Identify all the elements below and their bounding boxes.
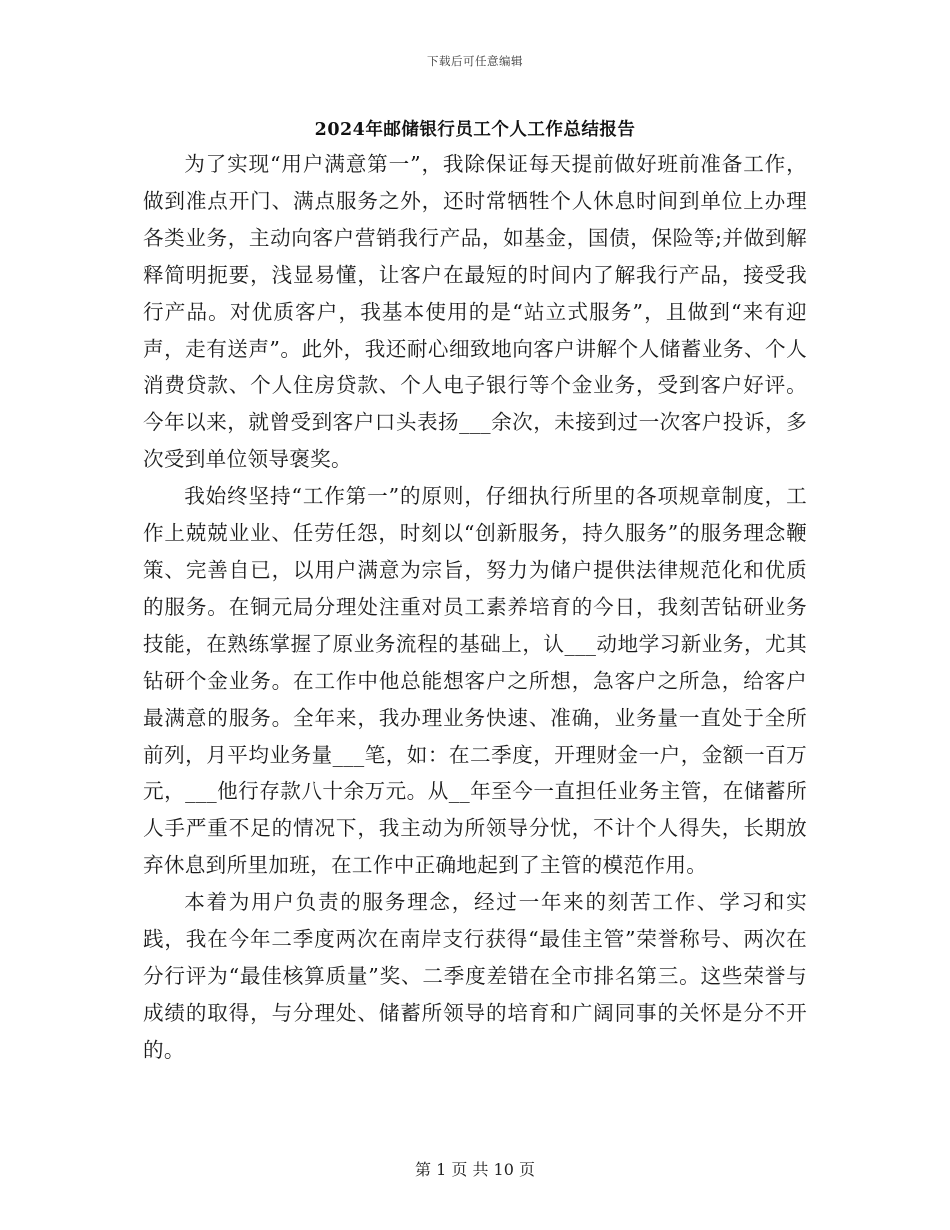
document-body xyxy=(143,146,807,1069)
document-title: 2024年邮储银行员工个人工作总结报告 xyxy=(314,120,636,140)
paragraph: 为了实现“用户满意第一”，我除保证每天提前做好班前准备工作，做到准点开门、满点服务之外，还时常牺牲个人休息时间到单位上办理各类业务，主动向客户营销我行产品，如基金，国债，保险等;并做到解释简明扼要，浅显易懂，让客户在最短的时间内了解我行产品，接受我行产品。对优质客户，我基本使用的是“站立式服务”，且做到“来有迎声，走有送声”。此外，我还耐心细致地向客户讲解个人储蓄业务、个人消费贷款、个人住房贷款、个人电子银行等个金业务，受到客户好评。今年以来，就曾受到客户口头表扬___余次，未接到过一次客户投诉，多次受到单位领导褒奖。 xyxy=(143,152,807,472)
page-number-footer: 第 1 页 共 10 页 xyxy=(415,1160,535,1179)
header-note: 下载后可任意编辑 xyxy=(427,54,523,68)
paragraph: 我始终坚持“工作第一”的原则，仔细执行所里的各项规章制度，工作上兢兢业业、任劳任怨，时刻以“创新服务，持久服务”的服务理念鞭策、完善自已，以用户满意为宗旨，努力为储户提供法律规范化和优质的服务。在铜元局分理处注重对员工素养培育的今日，我刻苦钻研业务技能，在熟练掌握了原业务流程的基础上，认___动地学习新业务，尤其钻研个金业务。在工作中他总能想客户之所想，急客户之所急，给客户最满意的服务。全年来，我办理业务快速、准确，业务量一直处于全所前列，月平均业务量___笔，如：在二季度，开理财金一户，金额一百万元，___他行存款八十余万元。从__年至今一直担任业务主管，在储蓄所人手严重不足的情况下，我主动为所领导分忧，不计个人得失，长期放弃休息到所里加班，在工作中正确地起到了主管的模范作用。 xyxy=(143,484,807,878)
paragraph: 本着为用户负责的服务理念，经过一年来的刻苦工作、学习和实践，我在今年二季度两次在南岸支行获得“最佳主管”荣誉称号、两次在分行评为“最佳核算质量”奖、二季度差错在全市排名第三。这些荣誉与成绩的取得，与分理处、储蓄所领导的培育和广阔同事的关怀是分不开的。 xyxy=(143,890,807,1062)
